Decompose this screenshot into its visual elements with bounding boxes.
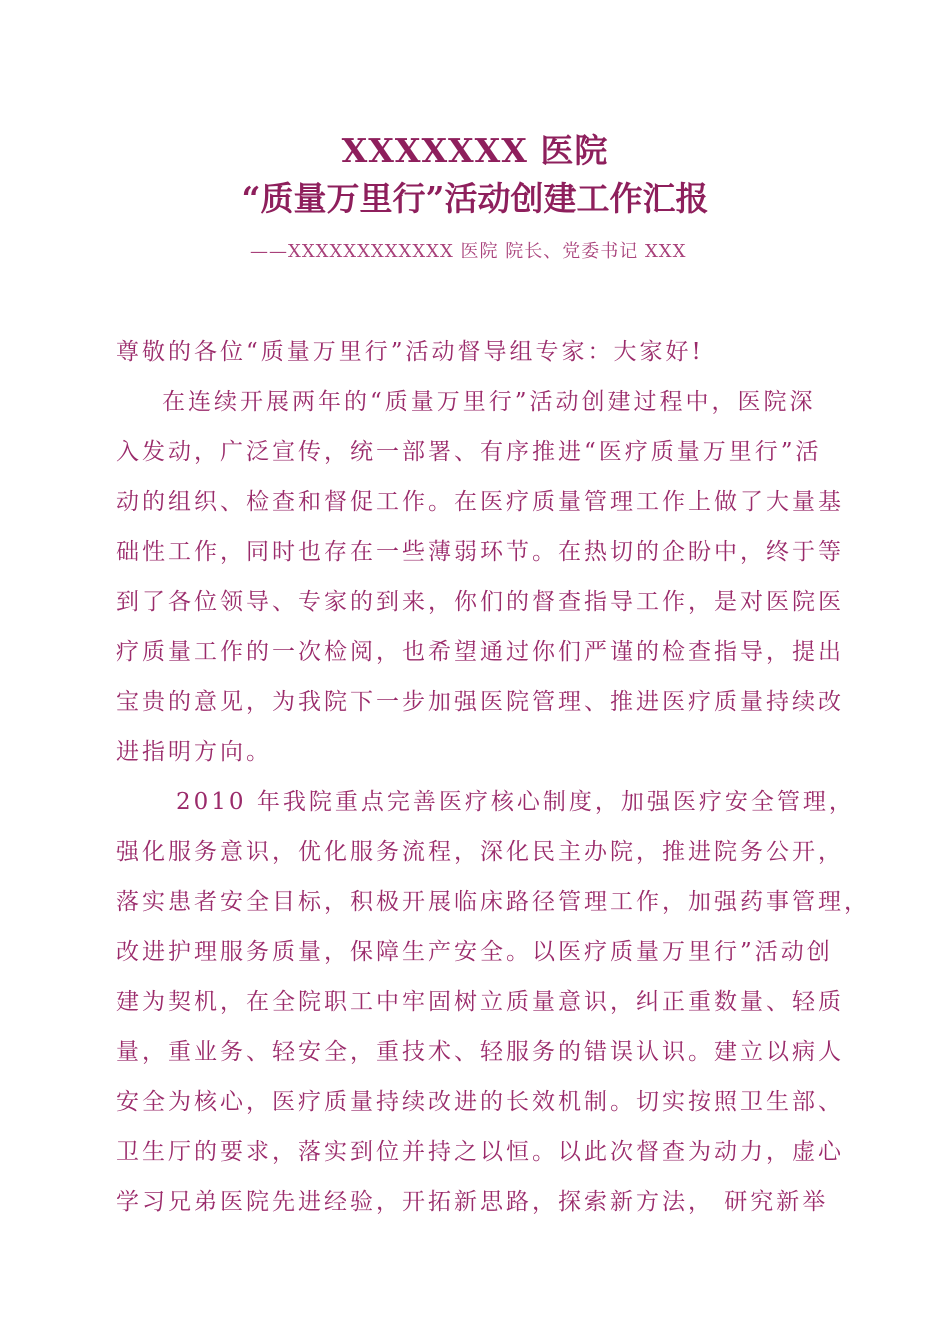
paragraph-line: 安全为核心，医疗质量持续改进的长效机制。切实按照卫生部、 <box>116 1089 844 1115</box>
paragraph-line: 强化服务意识，优化服务流程，深化民主办院，推进院务公开， <box>116 839 844 865</box>
paragraph-line: 进指明方向。 <box>116 739 272 765</box>
salutation-line: 尊敬的各位“质量万里行”活动督导组专家：大家好! <box>116 339 704 365</box>
paragraph-line: 量，重业务、轻安全，重技术、轻服务的错误认识。建立以病人 <box>116 1039 844 1065</box>
paragraph-line: 到了各位领导、专家的到来，你们的督查指导工作，是对医院医 <box>116 589 844 615</box>
report-body <box>116 327 870 1227</box>
paragraph-line: 础性工作，同时也存在一些薄弱环节。在热切的企盼中，终于等 <box>116 539 844 565</box>
paragraph-line: 入发动，广泛宣传，统一部署、有序推进“医疗质量万里行”活 <box>116 439 822 465</box>
paragraph-line: 在连续开展两年的“质量万里行”活动创建过程中，医院深 <box>162 389 816 415</box>
document-subtitle: “质量万里行”活动创建工作汇报 <box>241 179 709 218</box>
paragraph-line: 2010 年我院重点完善医疗核心制度，加强医疗安全管理， <box>176 789 855 815</box>
paragraph-line: 改进护理服务质量，保障生产安全。以医疗质量万里行”活动创 <box>116 939 833 965</box>
paragraph-line: 疗质量工作的一次检阅，也希望通过你们严谨的检查指导，提出 <box>116 639 844 665</box>
paragraph-line: 卫生厅的要求，落实到位并持之以恒。以此次督查为动力，虚心 <box>116 1139 844 1165</box>
paragraph-line: 建为契机，在全院职工中牢固树立质量意识，纠正重数量、轻质 <box>116 989 844 1015</box>
author-byline: ——XXXXXXXXXXXX 医院 院长、党委书记 XXX <box>250 241 687 262</box>
paragraph-line: 落实患者安全目标，积极开展临床路径管理工作，加强药事管理， <box>116 889 870 915</box>
document-title: XXXXXXX 医院 <box>341 131 609 170</box>
paragraph-line: 宝贵的意见，为我院下一步加强医院管理、推进医疗质量持续改 <box>116 689 844 715</box>
paragraph-line: 动的组织、检查和督促工作。在医疗质量管理工作上做了大量基 <box>116 489 844 515</box>
paragraph-line: 学习兄弟医院先进经验，开拓新思路，探索新方法， 研究新举 <box>116 1189 829 1215</box>
